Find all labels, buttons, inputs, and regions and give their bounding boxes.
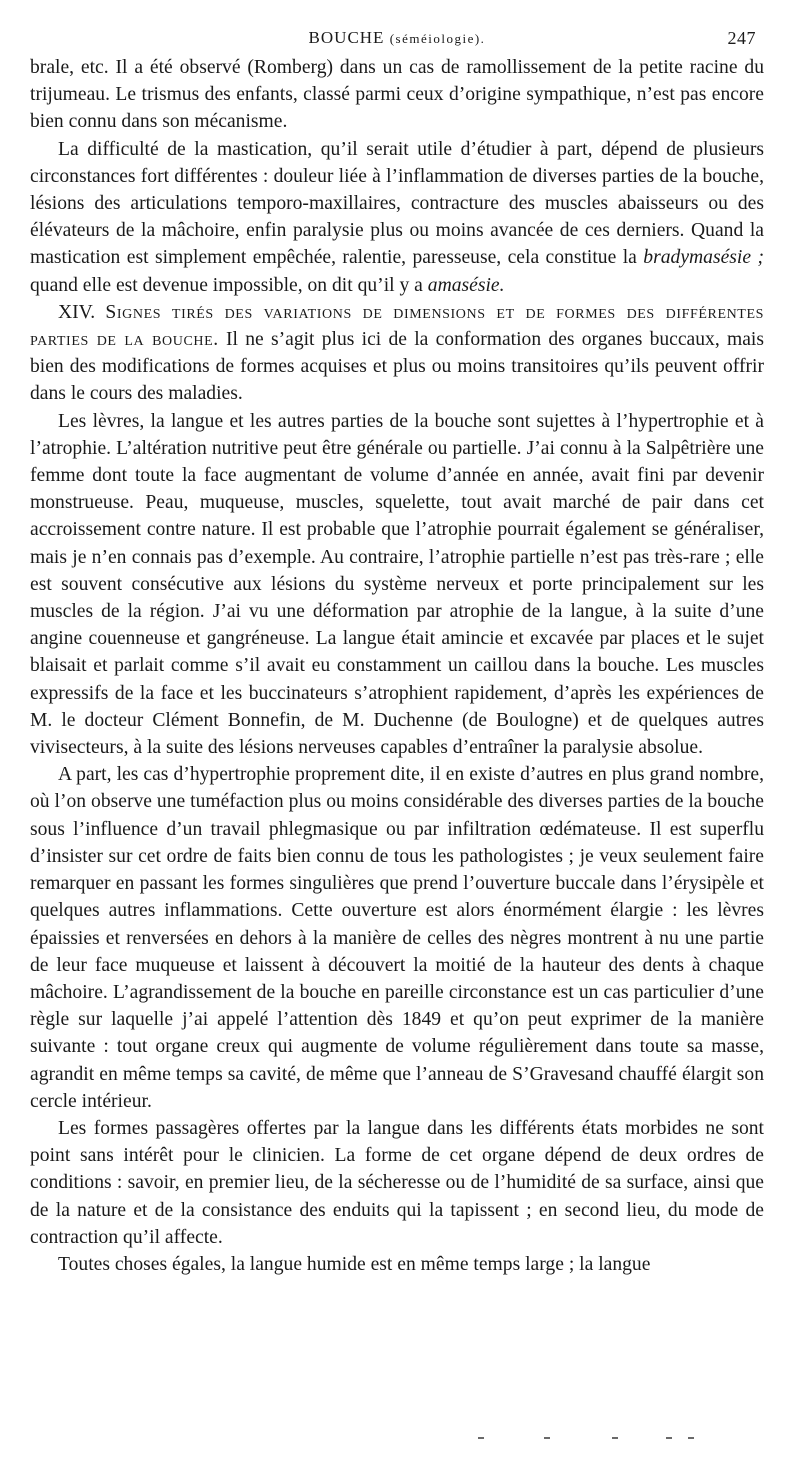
body-text	[30, 54, 764, 1278]
paragraph-continuation: brale, etc. Il a été observé (Romberg) dans un cas de ramollissement de la petite racine du trijumeau. Le trismus des enfants, classé parmi ceux d’origine sympathique, n’est pas encore bien connu dans son mécanisme.	[30, 57, 764, 133]
paragraph-mastication	[30, 136, 764, 299]
term-amasesie: amasésie.	[427, 274, 505, 296]
section-number: XIV.	[58, 301, 96, 323]
paragraph-formes-langue: Les formes passagères offertes par la langue dans les différents états morbides ne sont point sans intérêt pour le clinicien. La forme de cet organe dépend de deux ordres de conditions : savoir, en premier lieu, de la sécheresse ou de l’humidité de sa surface, ainsi que de la nature et de la consistance des enduits qui la tapissent ; en second lieu, du mode de contraction qu’il affecte.	[30, 1117, 764, 1248]
page	[30, 26, 764, 1278]
running-head	[30, 26, 764, 54]
paragraph-hypertrophie-atrophie: Les lèvres, la langue et les autres parties de la bouche sont sujettes à l’hypertrophie et à l’atrophie. L’altération nutritive peut être générale ou partielle. J’ai connu à la Salpêtrière une femme dont toute la face augmentant de volume d’année en année, avait fini par devenir monstrueuse. Peau, muqueuse, muscles, squelette, tout avait marché de pair dans cet accroissement contre nature. Il est probable que l’atrophie pourrait également se généraliser, mais je n’en connais pas d’exemple. Au contraire, l’atrophie partielle n’est pas très-rare ; elle est souvent consécutive aux lésions du système nerveux et porte principalement sur les muscles de la région. J’ai vu une déformation par atrophie de la langue, à la suite d’une angine couenneuse et gangréneuse. La langue était amincie et excavée par places et le sujet blaisait et parlait comme s’il avait eu constamment un caillou dans la bouche. Les muscles expressifs de la face et les buccinateurs s’atrophient rapidement, d’après les expériences de M. le docteur Clément Bonnefin, de M. Duchenne (de Boulogne) et de quelques autres vivisecteurs, à la suite des lésions nerveuses capables d’entraîner la paralysie absolue.	[30, 410, 764, 759]
section-heading: Signes tirés des variations de dimensions et de formes des différentes parties de la bouche.	[30, 301, 765, 351]
speck	[544, 1437, 550, 1439]
paragraph-tumefaction: A part, les cas d’hypertrophie proprement dite, il en existe d’autres en plus grand nombre, où l’on observe une tuméfaction plus ou moins considérable des diverses parties de la bouche sous l’influence d’un travail phlegmasique ou par infiltration œdémateuse. Il est superflu d’insister sur cet ordre de faits bien connu de tous les pathologistes ; je veux seulement faire remarquer en passant les formes singulières que prend l’ouverture buccale dans l’érysipèle et quelques autres inflammations. Cette ouverture est alors énormément élargie : les lèvres épaissies et renversées en dehors à la manière de celles des nègres montrent à nu une partie de leur face muqueuse et laissent à découvert la moitié de la hauteur des dents à chaque mâchoire. L’agrandissement de la bouche en pareille circonstance est un cas particulier d’une règle sur laquelle j’ai appelé l’attention dès 1849 et qu’on peut exprimer de la manière suivante : tout organe creux qui augmente de volume régulièrement dans toute sa masse, agrandit en même temps sa cavité, de même que l’anneau de S’Gravesand chauffé élargit son cercle intérieur.	[30, 764, 764, 1112]
bottom-specks	[470, 1437, 700, 1443]
speck	[478, 1437, 484, 1439]
running-title	[30, 28, 764, 48]
speck	[612, 1437, 618, 1439]
paragraph-langue-humide: Toutes choses égales, la langue humide est en même temps large ; la langue	[58, 1253, 651, 1275]
page-number: 247	[727, 28, 756, 48]
running-title-main: BOUCHE	[308, 28, 390, 47]
term-bradymasesie: bradymasésie ;	[643, 247, 764, 269]
speck	[666, 1437, 672, 1439]
paragraph-mastication-text-a: La difficulté de la mastication, qu’il serait utile d’étudier à part, dépend de plusieurs circonstances fort différentes : douleur liée à l’inflammation de diverses parties de la bouche, lésions des articulations temporo-maxillaires, contracture des muscles abaisseurs ou des élévateurs de la mâchoire, enfin paralysie plus ou moins avancée de ces derniers. Quand la mastication est simplement empêchée, ralentie, paresseuse, cela constitue la	[30, 138, 764, 269]
paragraph-mastication-text-b: quand elle est devenue impossible, on dit qu’il y a	[30, 274, 428, 296]
section-xiv	[30, 299, 764, 408]
section-text: Il ne s’agit plus ici de la conformation des organes buccaux, mais bien des modifications de formes acquises et plus ou moins transitoires qu’ils peuvent offrir dans le cours des maladies.	[30, 329, 764, 405]
speck	[688, 1437, 694, 1439]
running-title-sub: (séméiologie).	[389, 31, 486, 46]
